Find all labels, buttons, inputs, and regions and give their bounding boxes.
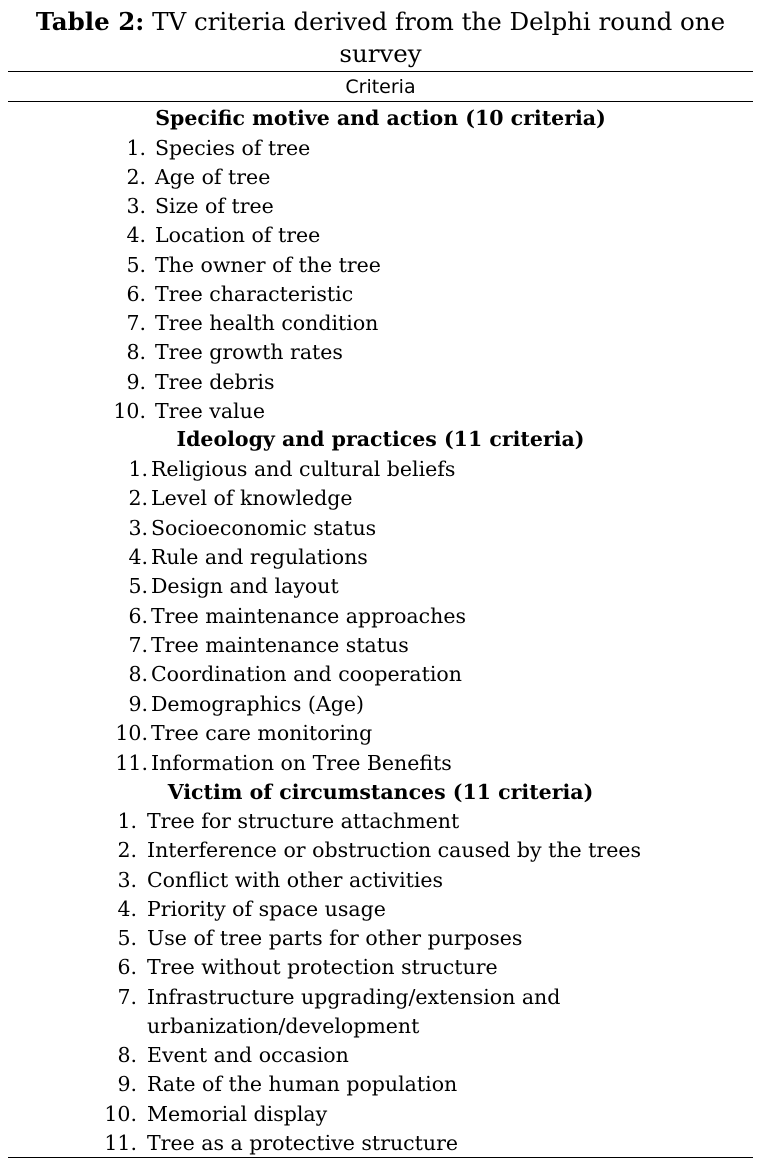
criteria-number: 2. <box>117 838 137 863</box>
table-caption <box>0 6 761 70</box>
criteria-row <box>0 1041 761 1070</box>
criteria-text: Location of tree <box>155 223 321 248</box>
table-caption-text: TV criteria derived from the Delphi round one survey <box>144 7 726 68</box>
criteria-row <box>0 163 761 192</box>
criteria-row <box>0 572 761 601</box>
criteria-row <box>0 1129 761 1158</box>
criteria-text: Infrastructure upgrading/extension and <box>147 984 561 1009</box>
criteria-text: Tree maintenance status <box>151 633 409 658</box>
criteria-row <box>0 484 761 513</box>
table-bottom-rule <box>8 1157 753 1158</box>
criteria-row <box>0 309 761 338</box>
criteria-number: 10. <box>104 1101 137 1126</box>
section-title: Ideology and practices (11 criteria) <box>176 427 585 451</box>
criteria-number: 9. <box>117 1072 137 1097</box>
criteria-text: Design and layout <box>151 574 339 599</box>
criteria-text: Size of tree <box>155 194 274 218</box>
criteria-row <box>0 690 761 719</box>
criteria-text: Coordination and cooperation <box>151 662 462 687</box>
criteria-row <box>0 602 761 631</box>
criteria-text: Memorial display <box>147 1101 328 1126</box>
criteria-row <box>0 895 761 924</box>
criteria-text: Tree maintenance approaches <box>151 603 466 628</box>
criteria-number: 11. <box>104 1130 137 1155</box>
criteria-text: Tree without protection structure <box>147 955 498 980</box>
criteria-number: 7. <box>128 633 148 658</box>
criteria-row <box>0 280 761 309</box>
criteria-number: 6. <box>117 955 137 980</box>
criteria-row <box>0 455 761 484</box>
criteria-number: 10. <box>115 721 148 746</box>
criteria-text: Demographics (Age) <box>151 691 364 716</box>
criteria-number: 3. <box>126 194 146 218</box>
criteria-number: 7. <box>117 984 137 1009</box>
criteria-number: 3. <box>128 515 148 540</box>
criteria-number: 5. <box>117 926 137 950</box>
criteria-text: Religious and cultural beliefs <box>151 457 456 481</box>
criteria-number: 1. <box>126 135 146 160</box>
criteria-number: 4. <box>117 896 137 921</box>
header-bottom-rule <box>8 101 753 102</box>
criteria-row <box>0 1100 761 1129</box>
criteria-text: Rule and regulations <box>151 545 368 570</box>
criteria-row <box>0 1012 761 1041</box>
criteria-text: Level of knowledge <box>151 486 353 511</box>
criteria-text: Socioeconomic status <box>151 515 377 540</box>
criteria-text: Use of tree parts for other purposes <box>147 926 523 950</box>
column-header-criteria: Criteria <box>345 76 416 98</box>
criteria-row <box>0 953 761 982</box>
criteria-row <box>0 631 761 660</box>
criteria-row <box>0 836 761 865</box>
criteria-row <box>0 983 761 1012</box>
criteria-number: 6. <box>126 281 146 306</box>
criteria-number: 5. <box>126 252 146 277</box>
criteria-row <box>0 1070 761 1099</box>
criteria-text: Tree health condition <box>155 311 379 335</box>
criteria-row <box>0 368 761 397</box>
criteria-number: 6. <box>128 603 148 628</box>
criteria-number: 2. <box>126 164 146 189</box>
criteria-row <box>0 221 761 250</box>
criteria-text: Conflict with other activities <box>147 867 444 892</box>
table-top-rule <box>8 71 753 72</box>
criteria-number: 10. <box>113 398 146 423</box>
criteria-row <box>0 660 761 689</box>
criteria-number: 8. <box>117 1043 137 1067</box>
criteria-number: 8. <box>126 340 146 365</box>
criteria-text: Tree for structure attachment <box>147 809 460 833</box>
criteria-row <box>0 866 761 895</box>
criteria-text: Tree as a protective structure <box>147 1130 459 1155</box>
criteria-row <box>0 719 761 748</box>
criteria-text: Rate of the human population <box>147 1072 458 1097</box>
criteria-row <box>0 924 761 953</box>
criteria-number: 4. <box>128 545 148 570</box>
criteria-text: Tree care monitoring <box>151 721 373 746</box>
criteria-text: The owner of the tree <box>155 252 381 277</box>
section-title: Specific motive and action (10 criteria) <box>155 106 606 130</box>
criteria-text: Species of tree <box>155 135 311 160</box>
criteria-row <box>0 192 761 221</box>
criteria-number: 1. <box>117 809 137 833</box>
section-title: Victim of circumstances (11 criteria) <box>167 780 594 804</box>
criteria-number: 9. <box>126 369 146 394</box>
criteria-number: 2. <box>128 486 148 511</box>
criteria-text: Tree growth rates <box>155 340 343 365</box>
criteria-row <box>0 543 761 572</box>
criteria-row <box>0 134 761 163</box>
criteria-text: Age of tree <box>155 164 271 189</box>
criteria-row <box>0 251 761 280</box>
criteria-text: Tree value <box>155 398 265 423</box>
criteria-number: 11. <box>115 750 148 775</box>
criteria-number: 8. <box>128 662 148 687</box>
criteria-text: Information on Tree Benefits <box>151 750 452 775</box>
criteria-text: Event and occasion <box>147 1043 349 1067</box>
criteria-row <box>0 397 761 426</box>
criteria-number: 9. <box>128 691 148 716</box>
criteria-number: 3. <box>117 867 137 892</box>
criteria-text: Interference or obstruction caused by the trees <box>147 838 642 863</box>
criteria-row <box>0 514 761 543</box>
criteria-text: urbanization/development <box>147 1013 420 1038</box>
table-caption-label: Table 2: <box>35 7 145 36</box>
criteria-text: Tree debris <box>155 369 275 394</box>
criteria-number: 1. <box>128 457 148 481</box>
criteria-number: 7. <box>126 311 146 335</box>
criteria-text: Tree characteristic <box>155 281 354 306</box>
criteria-number: 5. <box>128 574 148 599</box>
criteria-text: Priority of space usage <box>147 896 386 921</box>
criteria-row <box>0 338 761 367</box>
criteria-row <box>0 749 761 778</box>
criteria-number: 4. <box>126 223 146 248</box>
criteria-row <box>0 807 761 836</box>
